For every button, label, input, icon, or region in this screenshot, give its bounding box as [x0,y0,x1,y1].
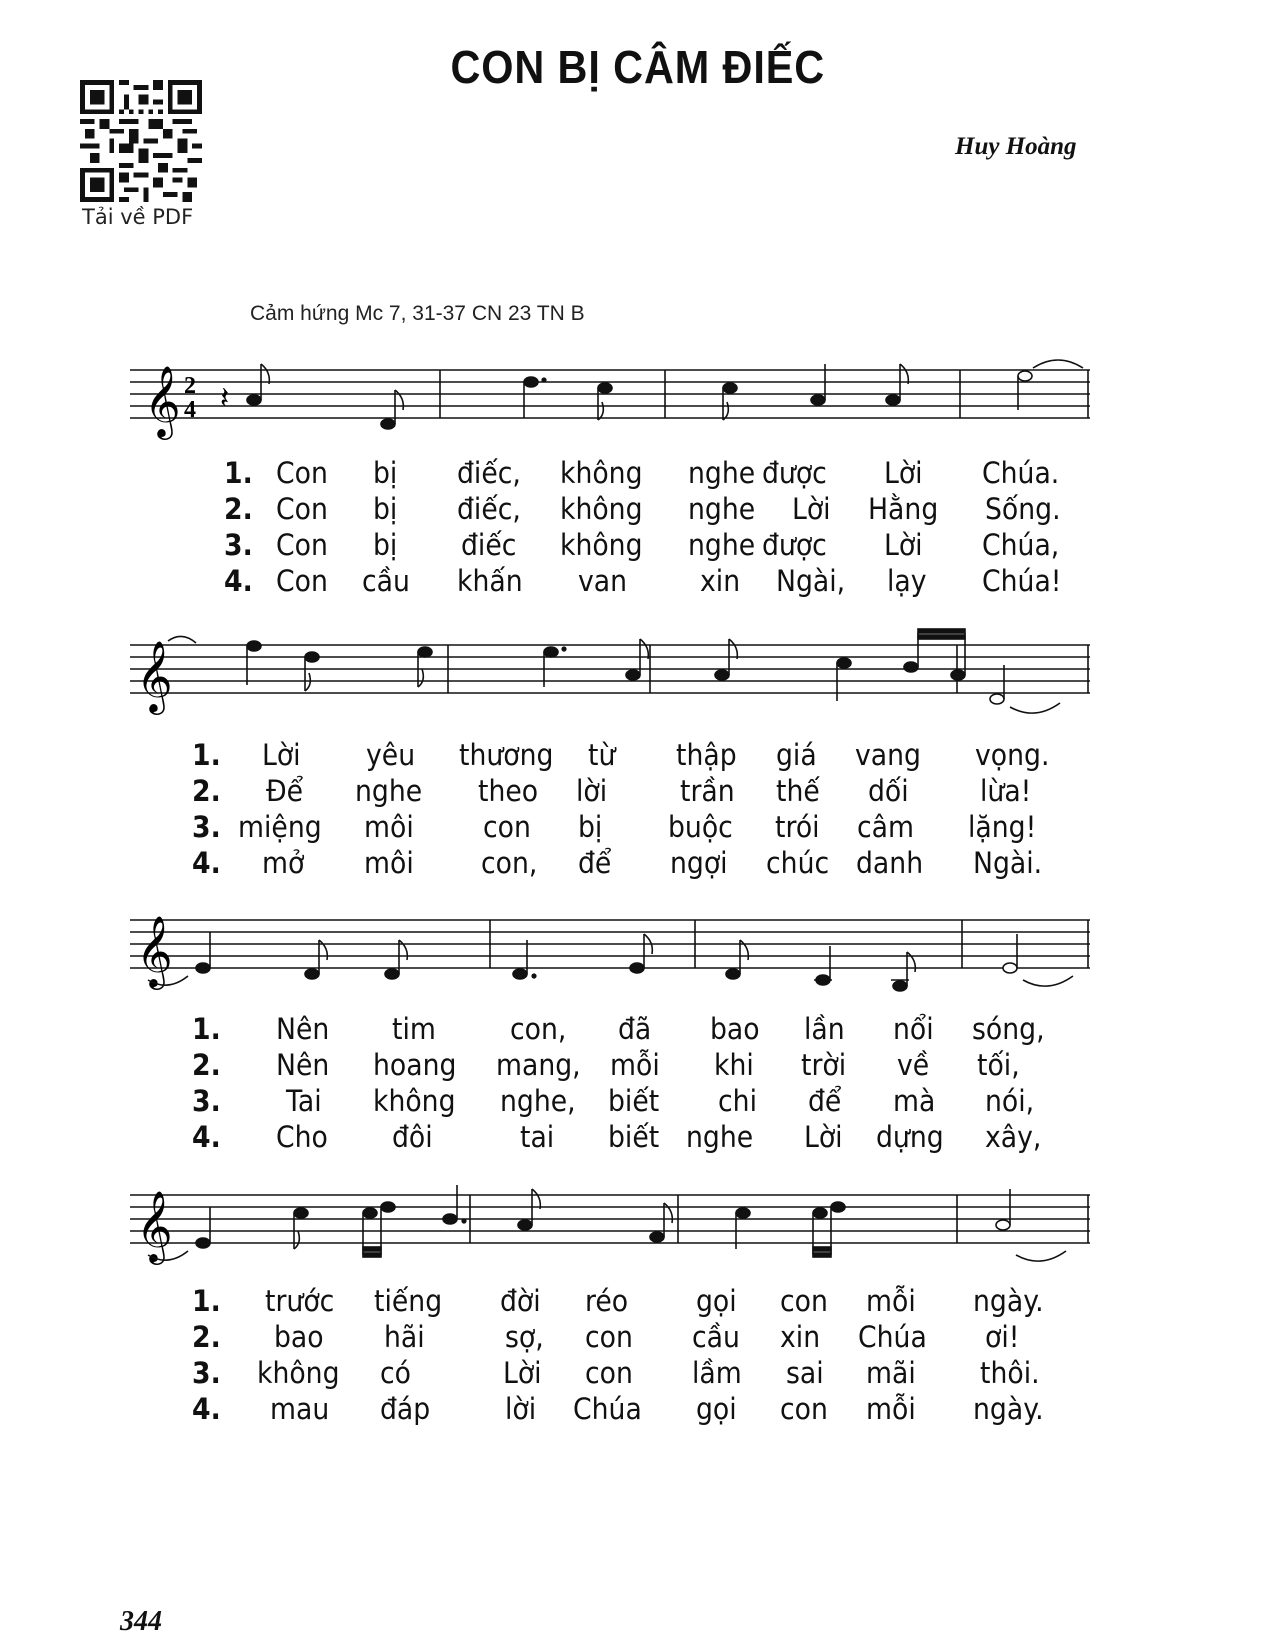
inspiration-note: Cảm hứng Mc 7, 31-37 CN 23 TN B [250,302,585,325]
composer-name: Huy Hoàng [955,133,1077,160]
verse-line: 4. mở môi con, để ngợi chúc danh Ngài. [192,846,1043,880]
staff-system-4 [130,1175,1090,1285]
qr-code[interactable] [80,80,202,202]
verse-line: 1. Nên tim con, đã bao lần nổi sóng, [192,1012,1045,1046]
download-pdf-link[interactable]: Tải về PDF [82,205,194,229]
verse-line: 3. không có Lời con lầm sai mãi thôi. [192,1356,1040,1390]
treble-clef-icon: 𝄞 [136,914,173,987]
verse-line: 3. Tai không nghe, biết chi để mà nói, [192,1084,1035,1118]
page-number: 344 [120,1606,162,1637]
staff-system-1 [130,350,1090,460]
treble-clef-icon: 𝄞 [136,1189,173,1262]
verse-line: 2. Con bị điếc, không nghe Lời Hằng Sống. [224,492,1061,526]
verse-line: 1. trước tiếng đời réo gọi con mỗi ngày. [192,1284,1044,1318]
song-title: CON BỊ CÂM ĐIẾC [450,41,826,93]
verse-line: 4. Cho đôi tai biết nghe Lời dựng xây, [192,1120,1042,1154]
qr-code-icon [80,80,202,202]
svg-text:𝄽: 𝄽 [220,381,230,416]
verse-line: 1. Con bị điếc, không nghe được Lời Chúa. [224,456,1060,490]
verse-line: 3. miệng môi con bị buộc trói câm lặng! [192,810,1037,844]
staff-system-2 [130,625,1090,735]
verse-line: 1. Lời yêu thương từ thập giá vang vọng. [192,738,1050,772]
verse-line: 4. Con cầu khấn van xin Ngài, lạy Chúa! [224,564,1062,598]
verse-line: 2. Để nghe theo lời trần thế dối lừa! [192,774,1032,808]
treble-clef-icon: 𝄞 [144,364,181,437]
treble-clef-icon: 𝄞 [136,639,173,712]
svg-text:4: 4 [184,397,196,423]
staff-system-3 [130,900,1090,1010]
verse-line: 2. Nên hoang mang, mỗi khi trời về tối, [192,1048,1020,1082]
verse-line: 2. bao hãi sợ, con cầu xin Chúa ơi! [192,1320,1020,1354]
svg-text:2: 2 [184,373,196,399]
verse-line: 3. Con bị điếc không nghe được Lời Chúa, [224,528,1060,562]
verse-line: 4. mau đáp lời Chúa gọi con mỗi ngày. [192,1392,1044,1426]
